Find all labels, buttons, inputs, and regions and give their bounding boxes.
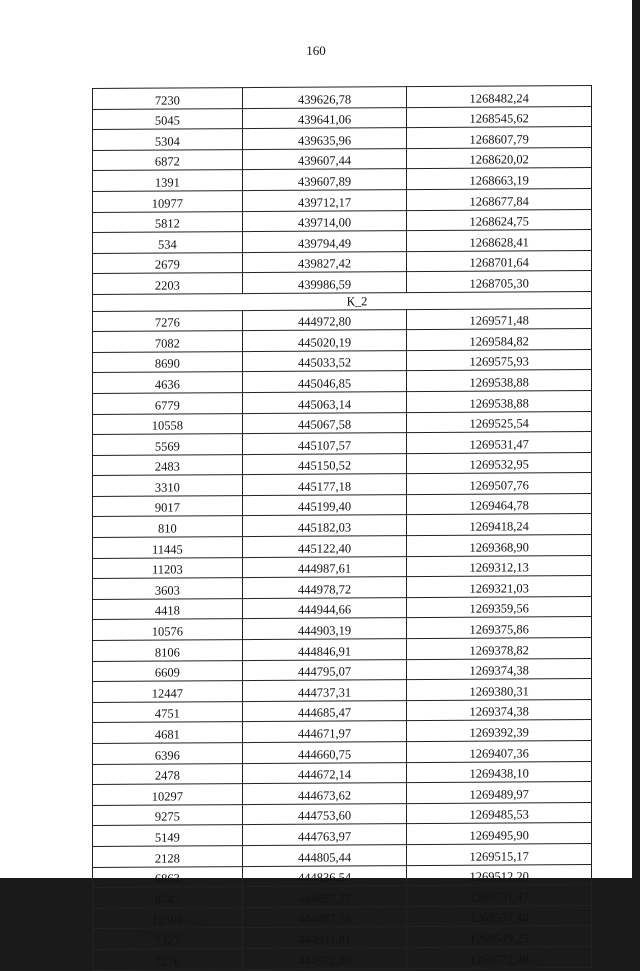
coordinates-table: [92, 85, 592, 971]
table-row: [93, 85, 592, 109]
table-row: [93, 349, 592, 373]
x-coordinate-cell: 445150,52: [242, 453, 407, 475]
point-number-cell: 7276: [93, 949, 243, 971]
x-coordinate-cell: 439626,78: [242, 87, 407, 109]
x-coordinate-cell: 439986,59: [242, 272, 407, 294]
table-row: [93, 823, 592, 847]
point-number-cell: 2478: [93, 763, 243, 785]
point-number-cell: 5569: [93, 434, 243, 456]
point-number-cell: 534: [93, 232, 243, 254]
point-number-cell: 4751: [93, 701, 243, 723]
table-row: [93, 802, 592, 826]
x-coordinate-cell: 444737,31: [242, 680, 407, 702]
table-row: [93, 905, 592, 929]
table-row: [93, 370, 592, 394]
table-row: [93, 230, 592, 254]
y-coordinate-cell: 1269538,88: [407, 390, 592, 412]
point-number-cell: 2203: [93, 273, 243, 295]
y-coordinate-cell: 1268677,84: [407, 188, 592, 210]
table-row: [93, 390, 592, 414]
table-row: [93, 188, 592, 212]
x-coordinate-cell: 444846,91: [242, 639, 407, 661]
point-number-cell: 5149: [93, 825, 243, 847]
table-row: [93, 658, 592, 682]
point-number-cell: 10977: [93, 191, 243, 213]
x-coordinate-cell: 444897,26: [242, 906, 407, 928]
y-coordinate-cell: 1269464,78: [407, 493, 592, 515]
y-coordinate-cell: 1269418,24: [407, 514, 592, 536]
point-number-cell: 9017: [93, 495, 243, 517]
point-number-cell: 10558: [93, 413, 243, 435]
point-number-cell: 4681: [93, 722, 243, 744]
y-coordinate-cell: 1269531,47: [407, 885, 592, 907]
point-number-cell: 2679: [93, 252, 243, 274]
x-coordinate-cell: 444932,81: [242, 927, 407, 949]
x-coordinate-cell: 445046,85: [242, 371, 407, 393]
y-coordinate-cell: 1269374,38: [407, 658, 592, 680]
point-number-cell: 6609: [93, 660, 243, 682]
x-coordinate-cell: 439607,44: [242, 148, 407, 170]
x-coordinate-cell: 445067,58: [242, 412, 407, 434]
table-row: [93, 452, 592, 476]
table-row: [93, 493, 592, 517]
y-coordinate-cell: 1269512,20: [407, 864, 592, 886]
x-coordinate-cell: 444672,14: [242, 762, 407, 784]
y-coordinate-cell: 1269392,39: [407, 720, 592, 742]
y-coordinate-cell: 1269321,03: [407, 576, 592, 598]
y-coordinate-cell: 1269525,54: [407, 411, 592, 433]
point-number-cell: 1391: [93, 170, 243, 192]
y-coordinate-cell: 1269312,13: [407, 555, 592, 577]
x-coordinate-cell: 444795,07: [242, 659, 407, 681]
x-coordinate-cell: 445033,52: [242, 350, 407, 372]
point-number-cell: 4418: [93, 598, 243, 620]
point-number-cell: 810: [93, 516, 243, 538]
point-number-cell: 2483: [93, 454, 243, 476]
table-row: [93, 127, 592, 151]
table-row: [93, 946, 592, 970]
y-coordinate-cell: 1269531,47: [407, 432, 592, 454]
point-number-cell: 11203: [93, 557, 243, 579]
point-number-cell: 7276: [93, 310, 243, 332]
x-coordinate-cell: 444673,62: [242, 783, 407, 805]
x-coordinate-cell: 444836,54: [242, 865, 407, 887]
x-coordinate-cell: 444763,97: [242, 824, 407, 846]
point-number-cell: 5812: [93, 211, 243, 233]
point-number-cell: 9275: [93, 804, 243, 826]
y-coordinate-cell: 1269485,53: [407, 802, 592, 824]
x-coordinate-cell: 439712,17: [242, 190, 407, 212]
point-number-cell: 7230: [93, 88, 243, 110]
point-number-cell: 5045: [93, 108, 243, 130]
y-coordinate-cell: 1269549,25: [407, 926, 592, 948]
table-row: [93, 843, 592, 867]
table-row: [93, 679, 592, 703]
y-coordinate-cell: 1269375,86: [407, 617, 592, 639]
table-row: [93, 885, 592, 909]
point-number-cell: 6396: [93, 743, 243, 765]
x-coordinate-cell: 445199,40: [242, 494, 407, 516]
y-coordinate-cell: 1268482,24: [407, 85, 592, 107]
y-coordinate-cell: 1269575,93: [407, 349, 592, 371]
point-number-cell: 10576: [93, 619, 243, 641]
table-row: [93, 473, 592, 497]
table-row: [93, 168, 592, 192]
point-number-cell: 7327: [93, 928, 243, 950]
x-coordinate-cell: 444903,19: [242, 618, 407, 640]
y-coordinate-cell: 1269438,10: [407, 761, 592, 783]
table-row: [93, 329, 592, 353]
y-coordinate-cell: 1268607,79: [407, 127, 592, 149]
page-number: 160: [306, 43, 326, 58]
y-coordinate-cell: 1269407,36: [407, 740, 592, 762]
table-row: [93, 864, 592, 888]
table-row: [93, 720, 592, 744]
y-coordinate-cell: 1269537,40: [407, 905, 592, 927]
y-coordinate-cell: 1269374,38: [407, 699, 592, 721]
table-row: [93, 637, 592, 661]
table-row: [93, 308, 592, 332]
table-row: [93, 782, 592, 806]
x-coordinate-cell: 439635,96: [242, 128, 407, 150]
table-row: [93, 106, 592, 130]
point-number-cell: 10297: [93, 784, 243, 806]
table-row: [93, 535, 592, 559]
table-row: [93, 699, 592, 723]
x-coordinate-cell: 445020,19: [242, 330, 407, 352]
table-row: [93, 514, 592, 538]
table-row: [93, 250, 592, 274]
table-row: [93, 617, 592, 641]
x-coordinate-cell: 445122,40: [242, 536, 407, 558]
table-row: [93, 576, 592, 600]
y-coordinate-cell: 1269538,88: [407, 370, 592, 392]
table-row: [93, 411, 592, 435]
point-number-cell: 7082: [93, 331, 243, 353]
point-number-cell: 8690: [93, 351, 243, 373]
point-number-cell: 6779: [93, 392, 243, 414]
y-coordinate-cell: 1269359,56: [407, 596, 592, 618]
table-row: [93, 271, 592, 295]
y-coordinate-cell: 1269571,48: [407, 946, 592, 968]
point-number-cell: 3310: [93, 475, 243, 497]
y-coordinate-cell: 1269380,31: [407, 679, 592, 701]
x-coordinate-cell: 445063,14: [242, 391, 407, 413]
x-coordinate-cell: 445107,57: [242, 433, 407, 455]
y-coordinate-cell: 1269495,90: [407, 823, 592, 845]
x-coordinate-cell: 444944,66: [242, 597, 407, 619]
point-number-cell: 3603: [93, 578, 243, 600]
point-number-cell: 8106: [93, 640, 243, 662]
x-coordinate-cell: 444987,61: [242, 556, 407, 578]
y-coordinate-cell: 1268545,62: [407, 106, 592, 128]
y-coordinate-cell: 1269368,90: [407, 535, 592, 557]
y-coordinate-cell: 1268628,41: [407, 230, 592, 252]
y-coordinate-cell: 1268705,30: [407, 271, 592, 293]
table-row: [93, 761, 592, 785]
y-coordinate-cell: 1268663,19: [407, 168, 592, 190]
table-row: [93, 432, 592, 456]
section-label: К_2: [93, 291, 592, 311]
y-coordinate-cell: 1268620,02: [407, 147, 592, 169]
x-coordinate-cell: 439641,06: [242, 107, 407, 129]
x-coordinate-cell: 444972,80: [242, 309, 407, 331]
y-coordinate-cell: 1269507,76: [407, 473, 592, 495]
y-coordinate-cell: 1269378,82: [407, 637, 592, 659]
y-coordinate-cell: 1269584,82: [407, 329, 592, 351]
table-row: [93, 926, 592, 950]
x-coordinate-cell: 439827,42: [242, 251, 407, 273]
point-number-cell: 6863: [93, 866, 243, 888]
x-coordinate-cell: 444671,97: [242, 721, 407, 743]
point-number-cell: 12304: [93, 907, 243, 929]
y-coordinate-cell: 1269532,95: [407, 452, 592, 474]
point-number-cell: 8747: [93, 887, 243, 909]
x-coordinate-cell: 439794,49: [242, 231, 407, 253]
y-coordinate-cell: 1268701,64: [407, 250, 592, 272]
table-row: [93, 596, 592, 620]
point-number-cell: 12447: [93, 681, 243, 703]
x-coordinate-cell: 444753,60: [242, 803, 407, 825]
x-coordinate-cell: 444805,44: [242, 845, 407, 867]
point-number-cell: 11445: [93, 537, 243, 559]
y-coordinate-cell: 1269489,97: [407, 782, 592, 804]
point-number-cell: 6872: [93, 149, 243, 171]
x-coordinate-cell: 445177,18: [242, 474, 407, 496]
table-row: [93, 147, 592, 171]
coordinates-table-body: [93, 85, 592, 970]
x-coordinate-cell: 445182,03: [242, 515, 407, 537]
x-coordinate-cell: 444978,72: [242, 577, 407, 599]
x-coordinate-cell: 444857,27: [242, 886, 407, 908]
x-coordinate-cell: 439607,89: [242, 169, 407, 191]
x-coordinate-cell: 444660,75: [242, 742, 407, 764]
y-coordinate-cell: 1269571,48: [407, 308, 592, 330]
table-row: [93, 740, 592, 764]
x-coordinate-cell: 444972,80: [242, 948, 407, 970]
point-number-cell: 4636: [93, 372, 243, 394]
point-number-cell: 5304: [93, 129, 243, 151]
y-coordinate-cell: 1269515,17: [407, 843, 592, 865]
table-row: [93, 555, 592, 579]
x-coordinate-cell: 439714,00: [242, 210, 407, 232]
y-coordinate-cell: 1268624,75: [407, 209, 592, 231]
point-number-cell: 2128: [93, 846, 243, 868]
table-row: [93, 209, 592, 233]
x-coordinate-cell: 444685,47: [242, 700, 407, 722]
